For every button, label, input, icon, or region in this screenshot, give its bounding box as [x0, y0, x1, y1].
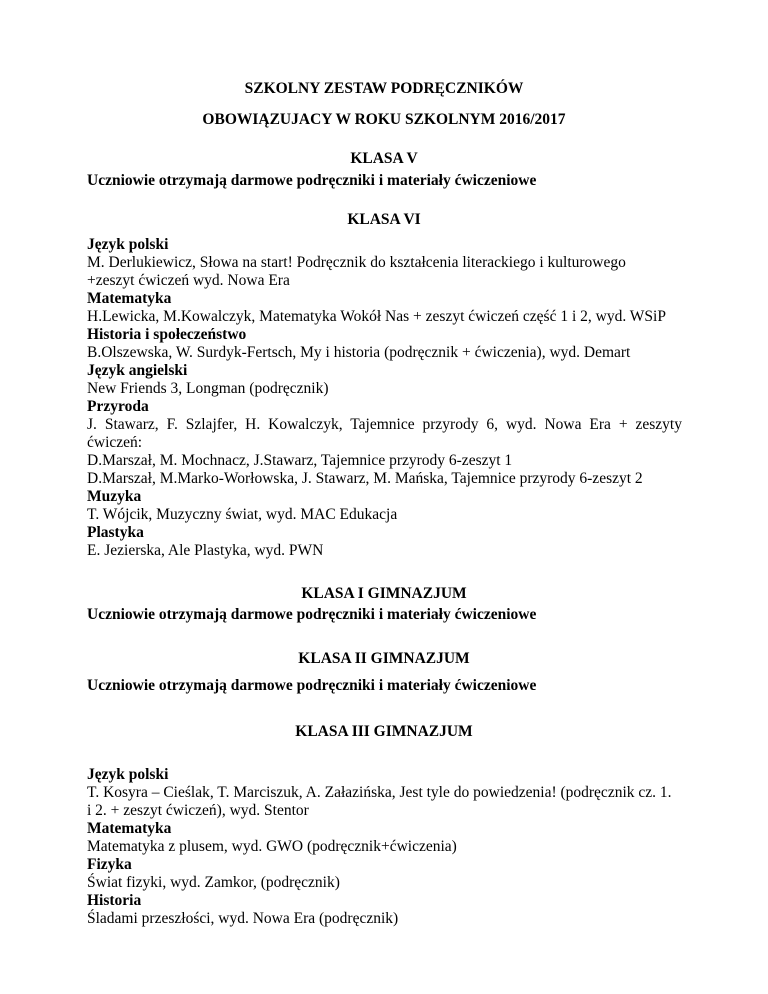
book-entry: D.Marszał, M. Mochnacz, J.Stawarz, Tajemnice przyrody 6-zeszyt 1	[87, 452, 513, 469]
book-entry: H.Lewicka, M.Kowalczyk, Matematyka Wokół Nas + zeszyt ćwiczeń część 1 i 2, wyd. WSiP	[87, 308, 666, 325]
klasa-v-note: Uczniowie otrzymają darmowe podręczniki i materiały ćwiczeniowe	[87, 172, 537, 189]
subject-heading: Plastyka	[87, 524, 144, 541]
book-entry: J. Stawarz, F. Szlajfer, H. Kowalczyk, Tajemnice przyrody 6, wyd. Nowa Era + zeszyty	[87, 416, 682, 433]
book-entry: Matematyka z plusem, wyd. GWO (podręcznik+ćwiczenia)	[87, 838, 457, 855]
subject-heading: Historia i społeczeństwo	[87, 326, 247, 343]
subject-heading: Przyroda	[87, 398, 149, 415]
subject-heading: Matematyka	[87, 820, 172, 837]
subject-heading: Język angielski	[87, 362, 188, 379]
book-entry: E. Jezierska, Ale Plastyka, wyd. PWN	[87, 542, 324, 559]
subject-heading: Fizyka	[87, 856, 132, 873]
book-entry: Śladami przeszłości, wyd. Nowa Era (podręcznik)	[87, 910, 399, 927]
klasa-i-gimnazjum-heading: KLASA I GIMNAZJUM	[301, 585, 467, 602]
subject-heading: Historia	[87, 892, 142, 909]
klasa-vi-heading: KLASA VI	[347, 211, 421, 228]
klasa-v-heading: KLASA V	[350, 150, 418, 167]
subject-heading: Język polski	[87, 766, 169, 783]
book-entry: +zeszyt ćwiczeń wyd. Nowa Era	[87, 272, 290, 289]
book-entry: M. Derlukiewicz, Słowa na start! Podręcznik do kształcenia literackiego i kulturowego	[87, 254, 626, 271]
subject-heading: Muzyka	[87, 488, 142, 505]
klasa-i-gimnazjum-note: Uczniowie otrzymają darmowe podręczniki i materiały ćwiczeniowe	[87, 606, 537, 623]
subject-heading: Język polski	[87, 236, 169, 253]
klasa-iii-gimnazjum-heading: KLASA III GIMNAZJUM	[295, 723, 473, 740]
klasa-ii-gimnazjum-heading: KLASA II GIMNAZJUM	[298, 650, 470, 667]
book-entry: ćwiczeń:	[87, 434, 143, 451]
book-entry: New Friends 3, Longman (podręcznik)	[87, 380, 329, 397]
book-entry: T. Kosyra – Cieślak, T. Marciszuk, A. Załazińska, Jest tyle do powiedzenia! (podręcznik cz. 1.	[87, 784, 672, 801]
book-entry: B.Olszewska, W. Surdyk-Fertsch, My i historia (podręcznik + ćwiczenia), wyd. Demart	[87, 344, 631, 361]
subject-heading: Matematyka	[87, 290, 172, 307]
book-entry: T. Wójcik, Muzyczny świat, wyd. MAC Edukacja	[87, 506, 398, 523]
book-entry: Świat fizyki, wyd. Zamkor, (podręcznik)	[87, 874, 340, 891]
document-subtitle: OBOWIĄZUJACY W ROKU SZKOLNYM 2016/2017	[202, 111, 566, 128]
book-entry: D.Marszał, M.Marko-Worłowska, J. Stawarz, M. Mańska, Tajemnice przyrody 6-zeszyt 2	[87, 470, 643, 487]
book-entry: i 2. + zeszyt ćwiczeń), wyd. Stentor	[87, 802, 309, 819]
klasa-ii-gimnazjum-note: Uczniowie otrzymają darmowe podręczniki i materiały ćwiczeniowe	[87, 677, 537, 694]
document-title: SZKOLNY ZESTAW PODRĘCZNIKÓW	[244, 80, 524, 97]
